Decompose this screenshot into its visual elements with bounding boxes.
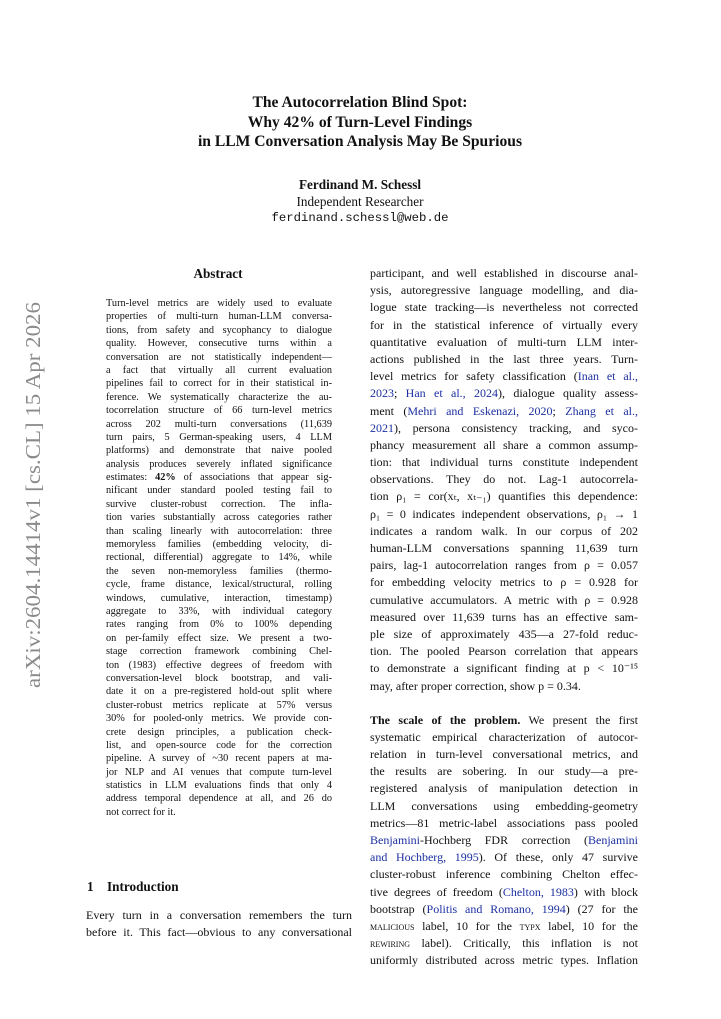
section-title: Introduction [107,879,179,894]
body-text-line: 2023; Han et al., 2024), dialogue quality assess- [370,386,638,401]
body-text-line: cumulative accumulators. A metric with ρ = 0.928 [370,592,638,607]
abstract-line: stage correction framework combining Chel- [106,646,332,658]
abstract-line: properties of multi-turn human-LLM conversa- [106,311,332,323]
abstract-line: tocorrelation structure of 66 turn-level metrics [106,405,332,417]
abstract-line: on per-family effect size. We present a two- [106,632,332,644]
body-text-line: for in the statistical inference of virtually every [370,317,638,332]
body-text-line: phancy measurement all share a common assump- [370,437,638,452]
abstract-line: address temporal dependence at all, and 26 do [106,793,332,805]
section-number: 1 [87,879,94,894]
body-text-line: tion. The pooled Pearson correlation that appears [370,644,638,659]
abstract-line: rectional, differential) aggregate to 14%, while [106,552,332,564]
abstract-line: estimates: 42% of associations that appear sig- [106,472,332,484]
abstract-line: nificant under standard pooled testing fail to [106,485,332,497]
body-text-line: 2021), persona consistency tracking, and syco- [370,420,638,435]
section-heading-introduction [87,879,179,895]
body-text-line: ple size of approximately 435—a 27-fold reduc- [370,626,638,641]
abstract-line: tions, from safety and sycophancy to dialogue [106,324,332,336]
intro-paragraph-2 [370,712,638,970]
body-text-line: metrics—81 metric-label associations pass pooled [370,815,638,830]
body-text-line: pairs, lag-1 autocorrelation ranges from ρ = 0.057 [370,558,638,573]
abstract-line: than scaling linearly with autocorrelation: three [106,525,332,537]
body-text-line: for embedding velocity metrics to ρ = 0.928 for [370,575,638,590]
abstract-line: list, and open-source code for the correction [106,739,332,751]
abstract-line: pipeline. A survey of ~30 recent papers at ma- [106,753,332,765]
body-text-line: LLM conversations using embedding-geometry [370,798,638,813]
body-text-line: ρ₁ = 0 indicates independent observations, ρ₁ → 1 [370,506,638,521]
arxiv-stamp [10,296,50,696]
body-text-line: level metrics for safety classification (Inan et al., [370,369,638,384]
abstract-line: tion varies substantially across categories rather [106,512,332,524]
abstract-line: survive cluster-robust correction. The infla- [106,498,332,510]
abstract-line: windows, cumulative, interaction, timestamp) [106,592,332,604]
abstract-line: crete design principles, a publication check- [106,726,332,738]
abstract-line: ference. We systematically characterize the au- [106,391,332,403]
abstract-line: a fact that virtually all current evaluation [106,364,332,376]
paper-title [100,93,620,152]
title-line: The Autocorrelation Blind Spot: [252,94,468,111]
body-text-line: participant, and well established in discourse anal- [370,266,638,280]
body-text-line: observations. They do not. Lag-1 autocorrela- [370,472,638,487]
body-text-line: Every turn in a conversation remembers the turn [86,908,352,922]
author-email[interactable]: ferdinand.schessl@web.de [271,211,449,225]
abstract-line: statistics in LLM evaluations finds that only 4 [106,780,332,792]
body-text-line: tive degrees of freedom (Chelton, 1983) with block [370,884,639,899]
body-text-line: and Hochberg, 1995). Of these, only 47 survive [370,850,638,865]
abstract-line: analysis produces severely inflated significance [106,458,332,470]
body-text-line: before it. This fact—obvious to any conversational [86,925,352,940]
body-text-line: rewiring label). Critically, this inflation is not [370,936,638,951]
body-text-line: Benjamini-Hochberg FDR correction (Benjamini [370,833,638,847]
abstract-line: pipelines fail to correct for in their statistical in- [106,378,332,390]
body-text-line: human-LLM conversations spanning 11,639 turn [370,541,638,555]
abstract-line: turn pairs, 5 German-speaking users, 4 LLM [106,431,332,443]
body-text-line: relation in turn-level conversational metrics, and [370,747,638,762]
abstract-line: jor NLP and AI venues that compute turn-level [106,766,332,778]
body-text-line: may, after proper correction, show p = 0.34. [370,678,581,693]
body-text-line: malicious label, 10 for the typx label, 10 for the [370,918,638,933]
abstract-line: rates ranging from 0% to 100% depending [106,619,332,631]
body-text-line: to demonstrate a significant finding at p < 10⁻¹⁵ [370,661,638,676]
abstract-line: platforms) and demonstrate that naive pooled [106,445,332,457]
body-text-line: registered analysis of manipulation detection in [370,781,638,796]
body-text-line: logue state tracking—is nevertheless not corrected [370,300,638,315]
title-line: Why 42% of Turn-Level Findings [247,113,473,131]
intro-left-column [86,907,352,941]
abstract-line: Turn-level metrics are widely used to evaluate [106,298,332,309]
intro-paragraph-1 [370,265,638,695]
body-text-line: measured over 11,639 turns has an effective sam- [370,609,638,624]
abstract-line: conversation are not statistically independent— [106,351,332,363]
author-name: Ferdinand M. Schessl [299,177,421,192]
abstract-line: ton (1983) effective degrees of freedom with [106,659,332,671]
body-text-line: bootstrap (Politis and Romano, 1994) (27 for the [370,901,638,916]
abstract-line: not correct for it. [106,806,176,818]
abstract-line: cycle, frame distance, lexical/structural, rolling [106,579,332,591]
abstract-line: conversation-level block bootstrap, and vali- [106,672,332,684]
body-text-line: ment (Mehri and Eskenazi, 2020; Zhang et al., [370,403,638,418]
abstract-body [106,297,332,819]
abstract-line: 30% for pooled-only metrics. We provide con- [106,713,332,725]
abstract-line: cluster-robust metrics replicate at 57% versus [106,699,332,711]
abstract-line: date it on a pre-registered hold-out split where [106,686,332,698]
body-text-line: quantitative evaluation of multi-turn LLM inter- [370,334,638,349]
right-column [370,265,638,970]
body-text-line: tion ρ₁ = cor(xₜ, xₜ₋₁) quantifies this dependence: [370,489,638,504]
author-affiliation: Independent Researcher [296,194,424,209]
body-text-line: systematic empirical characterization of autocor- [370,729,638,744]
abstract-heading: Abstract [193,266,243,281]
abstract-line: quality. However, consecutive turns within a [106,338,332,350]
abstract-line: aggregate to 33%, with individual category [106,605,332,617]
abstract-line: memoryless families (embedding velocity, di- [106,539,332,551]
arxiv-identifier: arXiv:2604.14414v1 [cs.CL] 15 Apr 2026 [21,334,45,688]
body-text-line: tion: that individual turns constitute independent [370,455,638,470]
abstract-line: across 202 multi-turn conversations (11,639 [106,418,332,430]
body-text-line: cluster-robust inference combining Chelton effec- [370,867,638,882]
abstract-line: the seven non-memoryless families (thermo- [106,565,332,577]
body-text-line: uniformly distributed across metric types. Inflation [370,953,638,968]
body-text-line: the results are sobering. In our study—a pre- [370,764,638,779]
body-text-line: actions published in the last three years. Turn- [370,351,638,366]
body-text-line: ysis, autoregressive language modelling, and dia- [370,283,638,298]
body-text-line: The scale of the problem. We present the first [370,712,638,727]
title-line: in LLM Conversation Analysis May Be Spurious [197,133,523,150]
body-text-line: indicates a random walk. In our corpus of 202 [370,523,638,538]
